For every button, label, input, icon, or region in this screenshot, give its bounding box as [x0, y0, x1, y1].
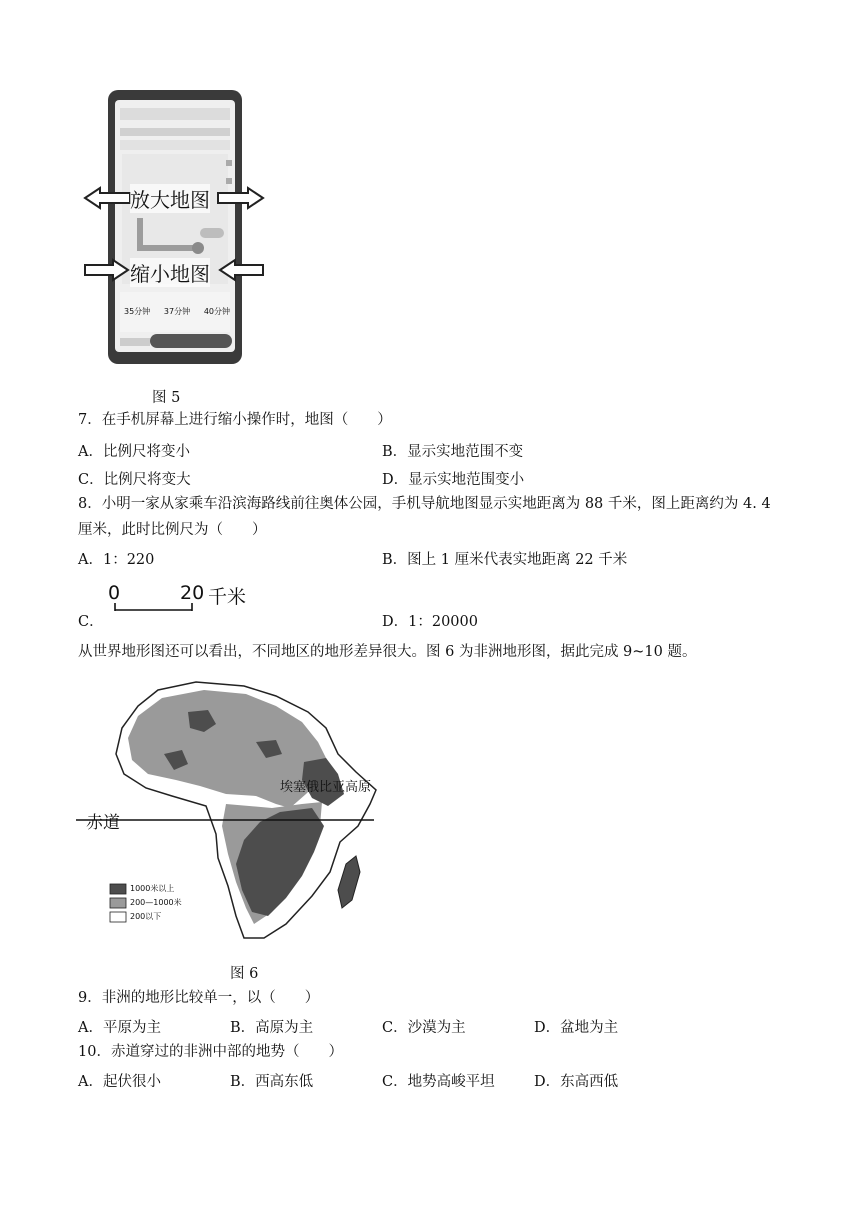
figure-6	[76, 676, 386, 952]
q10-option-d[interactable]: D．东高西低	[534, 1074, 619, 1090]
phone-stat: 35分钟	[124, 307, 151, 316]
legend-label-high: 1000米以上	[130, 884, 175, 893]
madagascar	[338, 856, 360, 908]
q9-option-c[interactable]: C．沙漠为主	[382, 1020, 466, 1036]
q9-stem: 9．非洲的地形比较单一，以（ ）	[78, 990, 320, 1006]
q8-option-c[interactable]: C．	[78, 614, 104, 630]
legend-swatch-high	[110, 884, 126, 894]
africa-terrain-map	[76, 676, 386, 952]
phone-illustration	[80, 88, 270, 368]
q9-option-b[interactable]: B．高原为主	[230, 1020, 314, 1036]
q8-stem-line1: 8．小明一家从家乘车沿滨海路线前往奥体公园，手机导航地图显示实地距离为 88 千米，图上距离约为 4. 4	[78, 496, 771, 512]
scale-bar	[108, 582, 268, 616]
phone-stat: 37分钟	[163, 307, 191, 316]
q8-stem-line2: 厘米，此时比例尺为（ ）	[78, 522, 267, 538]
q9-option-a[interactable]: A．平原为主	[78, 1020, 161, 1036]
q9-option-d[interactable]: D．盆地为主	[534, 1020, 619, 1036]
q8-option-a[interactable]: A．1：220	[78, 552, 155, 568]
q7-stem: 7．在手机屏幕上进行缩小操作时，地图（ ）	[78, 412, 392, 428]
q7-option-b[interactable]: B．显示实地范围不变	[382, 444, 524, 460]
q8-option-b[interactable]: B．图上 1 厘米代表实地距离 22 千米	[382, 552, 628, 568]
zoom-in-label: 放大地图	[130, 184, 210, 213]
q8-option-d[interactable]: D．1：20000	[382, 614, 478, 630]
q7-option-c[interactable]: C．比例尺将变大	[78, 472, 191, 488]
q10-option-b[interactable]: B．西高东低	[230, 1074, 314, 1090]
figure-5-caption: 图 5	[152, 390, 181, 406]
legend-label-low: 200以下	[130, 912, 162, 921]
ethiopian-plateau-label: 埃塞俄比亚高原	[280, 780, 372, 795]
scale-value: 20	[180, 582, 205, 604]
legend-label-mid: 200—1000米	[130, 898, 182, 907]
q10-stem: 10．赤道穿过的非洲中部的地势（ ）	[78, 1044, 343, 1060]
section-intro: 从世界地形图还可以看出，不同地区的地形差异很大。图 6 为非洲地形图，据此完成 9~10 题。	[78, 644, 697, 660]
phone-stats	[124, 306, 230, 317]
phone-stat: 40分钟	[203, 307, 230, 316]
q10-option-a[interactable]: A．起伏很小	[78, 1074, 161, 1090]
legend-swatch-mid	[110, 898, 126, 908]
equator-label: 赤道	[86, 813, 120, 833]
legend-swatch-low	[110, 912, 126, 922]
figure-6-caption: 图 6	[230, 966, 259, 982]
scale-unit: 千米	[208, 586, 247, 608]
figure-5	[80, 88, 270, 368]
scale-zero: 0	[108, 582, 121, 604]
q7-option-d[interactable]: D．显示实地范围变小	[382, 472, 525, 488]
q7-option-a[interactable]: A．比例尺将变小	[78, 444, 190, 460]
q10-option-c[interactable]: C．地势高峻平坦	[382, 1074, 495, 1090]
zoom-out-label: 缩小地图	[130, 258, 210, 287]
